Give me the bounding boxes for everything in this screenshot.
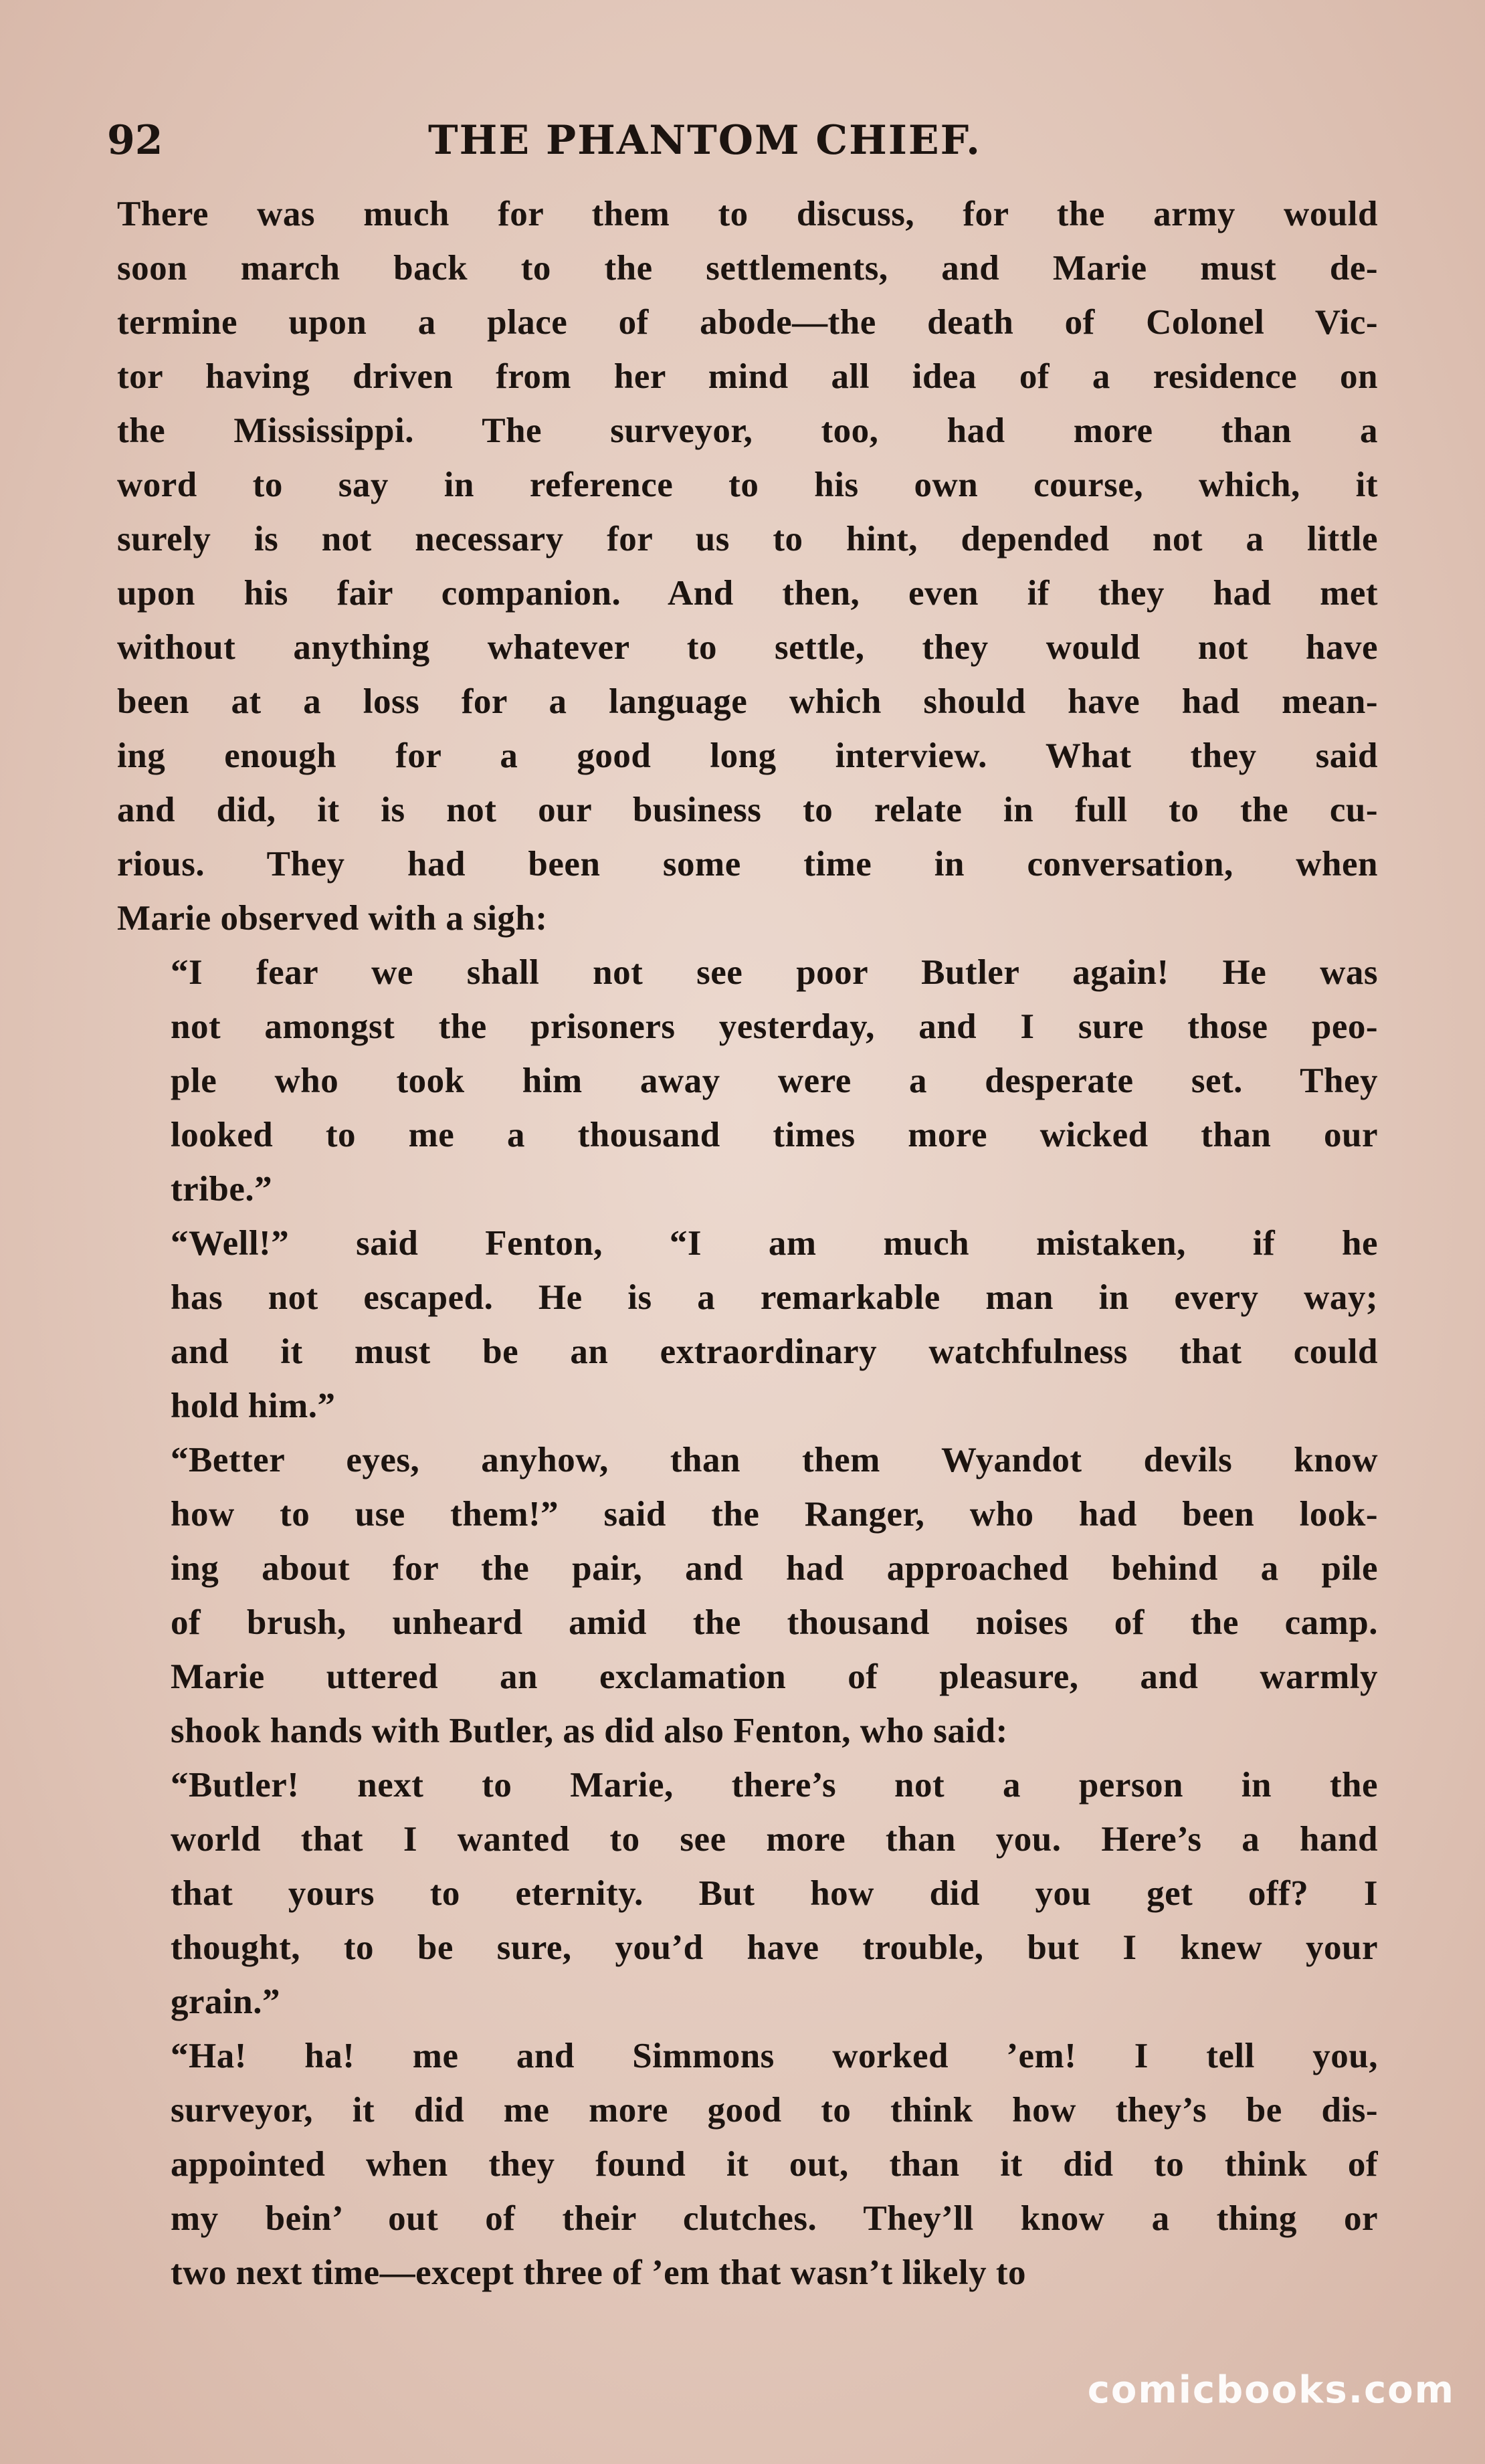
text-line: ing about for the pair, and had approached behind a pile [171,1549,1378,1588]
text-line: “Well!” said Fenton, “I am much mistaken, if he [171,1224,1378,1263]
text-line: soon march back to the settlements, and Marie must de- [117,249,1378,288]
text-line: “Butler! next to Marie, there’s not a person in the [171,1766,1378,1805]
text-line: been at a loss for a language which should have had mean- [117,682,1378,721]
text-line: looked to me a thousand times more wicked than our [171,1116,1378,1154]
text-line: that yours to eternity. But how did you get off? I [171,1874,1378,1913]
text-line: and did, it is not our business to relate in full to the cu- [117,791,1378,829]
text-line: not amongst the prisoners yesterday, and I sure those peo- [171,1007,1378,1046]
text-line: upon his fair companion. And then, even if they had met [117,574,1378,613]
text-line: rious. They had been some time in conversation, when [117,845,1378,884]
text-line: of brush, unheard amid the thousand noises of the camp. [171,1603,1378,1642]
watermark: comicbooks.com [1087,2368,1455,2412]
text-line: Marie uttered an exclamation of pleasure, and warmly [171,1657,1378,1696]
page-header [107,117,1378,177]
text-line: ple who took him away were a desperate set. They [171,1061,1378,1100]
text-line: the Mississippi. The surveyor, too, had more than a [117,411,1378,450]
text-line: Marie observed with a sigh: [117,899,548,938]
text-line: world that I wanted to see more than you. Here’s a hand [171,1820,1378,1859]
text-line: tribe.” [171,1170,273,1209]
text-line: surely is not necessary for us to hint, depended not a little [117,520,1378,558]
text-line: two next time—except three of ’em that wasn’t likely to [171,2253,1027,2292]
paragraph [117,187,1378,946]
text-line: “Better eyes, anyhow, than them Wyandot devils know [171,1441,1378,1479]
text-line: without anything whatever to settle, they would not have [117,628,1378,667]
text-line: hold him.” [171,1387,336,1425]
text-line: shook hands with Butler, as did also Fenton, who said: [171,1712,1008,1750]
text-line: tor having driven from her mind all idea of a residence on [117,357,1378,396]
paragraph [117,946,1378,1217]
body-text [117,187,1378,2300]
text-line: and it must be an extraordinary watchfulness that could [171,1332,1378,1371]
text-line: “Ha! ha! me and Simmons worked ’em! I tell you, [171,2037,1378,2075]
paragraph [117,1758,1378,2029]
text-line: my bein’ out of their clutches. They’ll know a thing or [171,2199,1378,2238]
text-line: word to say in reference to his own course, which, it [117,466,1378,504]
paragraph [117,1217,1378,1433]
text-line: ing enough for a good long interview. What they said [117,736,1378,775]
text-line: There was much for them to discuss, for the army would [117,195,1378,233]
paragraph [117,2029,1378,2300]
text-line: surveyor, it did me more good to think how they’s be dis- [171,2091,1378,2130]
text-line: “I fear we shall not see poor Butler again! He was [171,953,1378,992]
page-number: 92 [107,117,163,164]
running-head: THE PHANTOM CHIEF. [428,117,982,164]
text-line: grain.” [171,1982,280,2021]
text-line: termine upon a place of abode—the death of Colonel Vic- [117,303,1378,342]
text-line: how to use them!” said the Ranger, who had been look- [171,1495,1378,1534]
text-line: appointed when they found it out, than it did to think of [171,2145,1378,2184]
text-line: has not escaped. He is a remarkable man in every way; [171,1278,1378,1317]
text-line: thought, to be sure, you’d have trouble, but I knew your [171,1928,1378,1967]
paragraph [117,1433,1378,1758]
